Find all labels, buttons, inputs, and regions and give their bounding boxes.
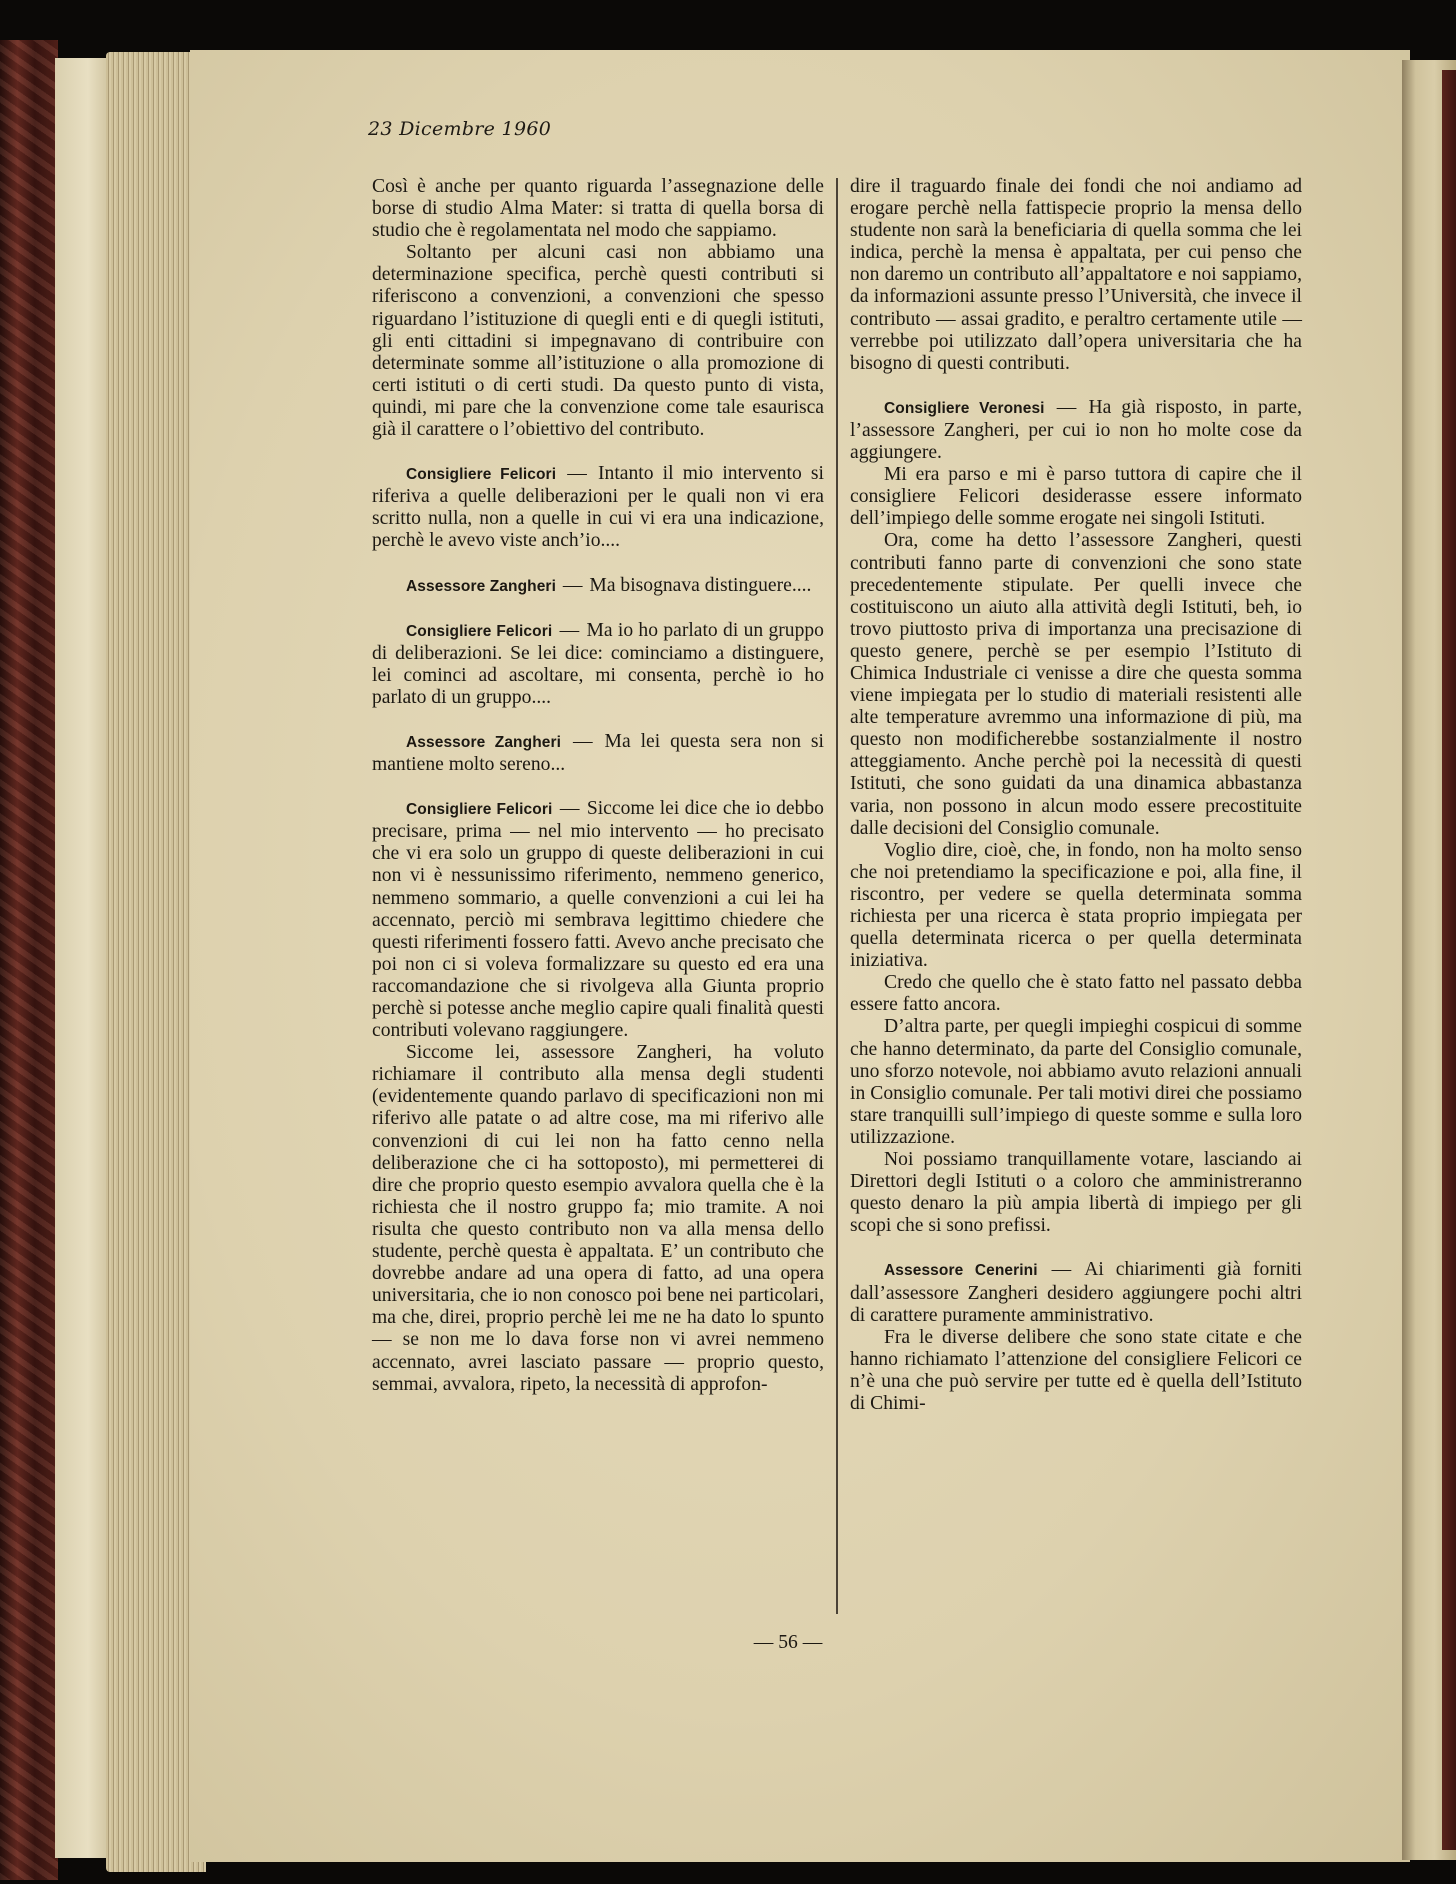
speech-paragraph: Assessore Cenerini — Ai chiarimenti già forniti dall’assessore Zangheri desidero aggiungere pochi altri di carattere puramente amministrativo. xyxy=(850,1259,1302,1326)
paragraph: Credo che quello che è stato fatto nel passato debba essere fatto ancora. xyxy=(850,972,1302,1016)
speaker-name: Assessore Zangheri xyxy=(406,733,562,751)
speaker-name: Consigliere Felicori xyxy=(406,466,557,484)
speaker-name: Assessore Cenerini xyxy=(884,1262,1038,1280)
paragraph: Mi era parso e mi è parso tuttora di capire che il consigliere Felicori desiderasse essere informato dell’impiego delle somme erogate nei singoli Istituti. xyxy=(850,464,1302,530)
speech-paragraph: Consigliere Felicori — Intanto il mio intervento si riferiva a quelle deliberazioni per le quali non vi era scritto nulla, non a quelle in cui vi era una indicazione, perchè le avevo viste anch’io.... xyxy=(372,463,824,552)
speaker-name: Consigliere Felicori xyxy=(406,801,553,819)
book-cover-edge xyxy=(0,40,58,1880)
book-cover-edge-right xyxy=(1442,70,1456,1850)
paragraph: Così è anche per quanto riguarda l’assegnazione delle borse di studio Alma Mater: si tratta di quella borsa di studio che è regolamentata nel modo che sappiamo. xyxy=(372,176,824,242)
speech-paragraph: Assessore Zangheri — Ma lei questa sera non si mantiene molto sereno... xyxy=(372,730,824,776)
speech-paragraph: Consigliere Veronesi — Ha già risposto, in parte, l’assessore Zangheri, per cui io non ho molte cose da aggiungere. xyxy=(850,396,1303,464)
speaker-name: Consigliere Felicori xyxy=(406,622,553,640)
page-header-date: 23 Dicembre 1960 xyxy=(368,118,552,140)
paragraph: D’altra parte, per quegli impieghi cospicui di somme che hanno determinato, da parte del Consiglio comunale, uno sforzo notevole, noi abbiamo avuto relazioni annuali in Consiglio comunale. Per tali motivi direi che possiamo stare tranquilli sull’impiego di queste somme e sulla loro utilizzazione. xyxy=(850,1016,1302,1148)
paragraph: Ora, come ha detto l’assessore Zangheri, questi contributi fanno parte di convenzioni che sono state precedentemente stipulate. Per quelli invece che costituiscono un aiuto alla attività degli Istituti, beh, io trovo piuttosto priva di importanza una precisazione di questo genere, perchè se per esempio l’Istituto di Chimica Industriale ci venisse a dire che questa somma viene impiegata per lo studio di materiali resistenti alle alte temperature avremmo una informazione di più, ma questo non modificherebbe sostanzialmente il nostro atteggiamento. Anche perchè poi la necessità di questi Istituti, che sono guidati da una dinamica abbastanza varia, non possono in alcun modo essere precostituite dalle decisioni del Consiglio comunale. xyxy=(850,530,1302,839)
speech-paragraph: Consigliere Felicori — Siccome lei dice che io debbo precisare, prima — nel mio intervento — ho precisato che vi era solo un gruppo di queste deliberazioni in cui non vi è nessunissimo riferimento, nemmeno generico, nemmeno sommario, a quelle convenzioni a cui lei ha accennato, perciò mi sembrava legittimo chiedere che questi riferimenti fossero fatti. Avevo anche precisato che poi non ci si voleva formalizzare su questo ed era una raccomandazione che si rivolgeva alla Giunta proprio perchè si potesse anche meglio capire quali finalità questi contributi volevano raggiungere. xyxy=(372,798,824,1042)
paragraph: dire il traguardo finale dei fondi che noi andiamo ad erogare perchè nella fattispecie proprio la mensa dello studente non sarà la beneficiaria di quella somma che lei indica, perchè la mensa è appaltata, per cui penso che non daremo un contributo all’appaltatore e noi sappiamo, da informazioni assunte presso l’Università, che invece il contributo — assai gradito, e peraltro certamente utile — verrebbe poi utilizzato dall’opera universitaria che ha bisogno di questi contributi. xyxy=(850,176,1302,374)
speech-paragraph: Consigliere Felicori — Ma io ho parlato di un gruppo di deliberazioni. Se lei dice: cominciamo a distinguere, lei cominci ad ascoltare, mi consenta, perchè io ho parlato di un gruppo.... xyxy=(372,619,824,708)
paragraph: Fra le diverse delibere che sono state citate e che hanno richiamato l’attenzione del consigliere Felicori ce n’è una che può servire per tutte ed è quella dell’Istituto di Chimi- xyxy=(850,1326,1302,1414)
paragraph: Noi possiamo tranquillamente votare, lasciando ai Direttori degli Istituti o a coloro che amministreranno questo denaro la più ampia libertà di impiego per gli scopi che si sono prefissi. xyxy=(850,1149,1302,1237)
endpaper xyxy=(55,58,110,1858)
speaker-name: Assessore Zangheri xyxy=(406,577,556,595)
paragraph: Siccome lei, assessore Zangheri, ha voluto richiamare il contributo alla mensa degli studenti (evidentemente quando parlavo di specificazioni non mi riferivo alle patate o ad altre cose, ma mi riferivo alle convenzioni di cui lei non ha fatto cenno nella deliberazione che ci ha sottoposto), mi permetterei di dire che proprio questo esempio avvalora quella che è la richiesta che il nostro gruppo fa; mio tramite. A noi risulta che questo contributo non va alla mensa dello studente, perchè questa è appaltata. E’ un contributo che dovrebbe andare ad una opera di fatto, ad una opera universitaria, che io non conosco poi bene nei particolari, ma che, direi, proprio perchè lei me ne ha dato lo spunto — se non me lo dava forse non vi avrei nemmeno accennato, avrei lasciato passare — proprio questo, semmai, avvalora, ripeto, la necessità di approfon- xyxy=(372,1042,824,1395)
column-divider xyxy=(836,178,838,1614)
speaker-name: Consigliere Veronesi xyxy=(884,399,1045,417)
speech-paragraph: Assessore Zangheri — Ma bisognava distinguere.... xyxy=(406,574,812,596)
right-column xyxy=(850,176,1302,1415)
left-column xyxy=(372,176,824,1396)
page-number: — 56 — xyxy=(753,1632,823,1653)
paragraph: Soltanto per alcuni casi non abbiamo una determinazione specifica, perchè questi contributi si riferiscono a convenzioni, a convenzioni che spesso riguardano l’istituzione di quegli enti e di quegli istituti, gli enti cittadini si impegnavano di contribuire con determinate somme all’istituzione o alla promozione di certi istituti o di certi studi. Da questo punto di vista, quindi, mi pare che la convenzione come tale esaurisca già il carattere o l’obiettivo del contributo. xyxy=(372,242,824,441)
paragraph: Voglio dire, cioè, che, in fondo, non ha molto senso che noi pretendiamo la specificazione e poi, alla fine, il riscontro, per vedere se quella determinata somma richiesta per una ricerca è stata proprio impiegata per quella determinata ricerca o per quella determinata iniziativa. xyxy=(850,839,1302,972)
